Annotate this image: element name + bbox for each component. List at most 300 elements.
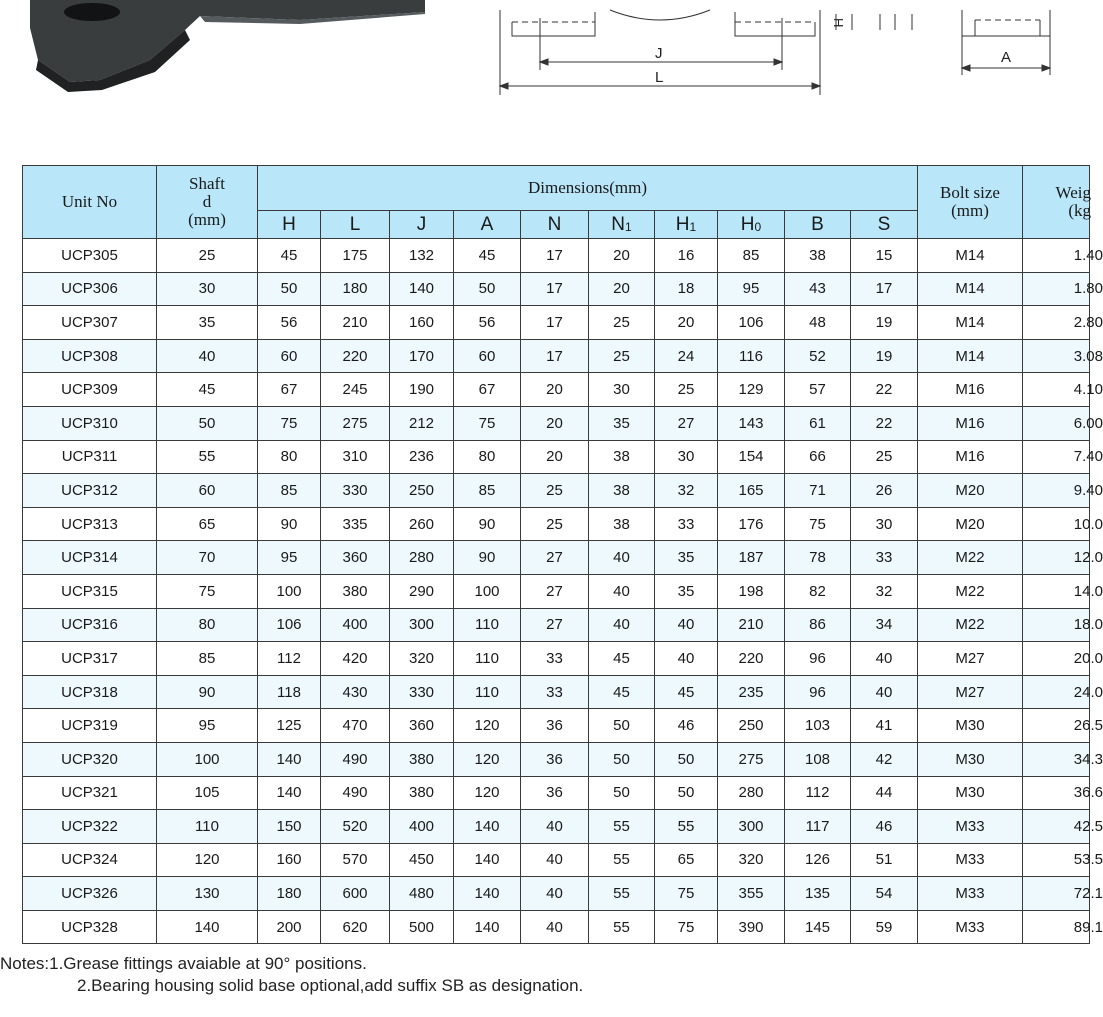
cell-h0: 355	[718, 877, 785, 911]
table-row	[23, 776, 1090, 810]
cell-l: 220	[321, 339, 390, 373]
cell-n: 27	[521, 608, 589, 642]
cell-h1: 35	[655, 541, 718, 575]
table-row	[23, 339, 1090, 373]
cell-l: 380	[321, 574, 390, 608]
cell-n: 36	[521, 742, 589, 776]
cell-h0: 116	[718, 339, 785, 373]
technical-drawing	[0, 0, 1097, 110]
cell-s: 22	[851, 373, 918, 407]
cell-b: 108	[785, 742, 851, 776]
header-dim-s: S	[851, 211, 918, 239]
cell-h: 150	[258, 810, 321, 844]
cell-l: 210	[321, 306, 390, 340]
cell-shaft-d: 120	[157, 843, 258, 877]
cell-weight: 89.1	[1023, 910, 1090, 944]
cell-h1: 55	[655, 810, 718, 844]
cell-a: 60	[454, 339, 521, 373]
cell-n: 25	[521, 507, 589, 541]
cell-l: 490	[321, 742, 390, 776]
cell-bolt-size: M20	[918, 507, 1023, 541]
bearing-housing-photo	[30, 0, 425, 92]
cell-a: 100	[454, 574, 521, 608]
cell-l: 175	[321, 239, 390, 273]
cell-n: 27	[521, 574, 589, 608]
cell-l: 420	[321, 642, 390, 676]
cell-h1: 65	[655, 843, 718, 877]
cell-a: 110	[454, 608, 521, 642]
cell-h1: 75	[655, 877, 718, 911]
cell-h1: 27	[655, 406, 718, 440]
cell-a: 120	[454, 776, 521, 810]
cell-h: 180	[258, 877, 321, 911]
cell-s: 42	[851, 742, 918, 776]
cell-l: 520	[321, 810, 390, 844]
cell-h1: 18	[655, 272, 718, 306]
cell-shaft-d: 95	[157, 709, 258, 743]
cell-n1: 20	[589, 272, 655, 306]
cell-h1: 40	[655, 642, 718, 676]
cell-s: 15	[851, 239, 918, 273]
cell-n: 36	[521, 776, 589, 810]
cell-j: 236	[390, 440, 454, 474]
cell-s: 59	[851, 910, 918, 944]
header-dim-l: L	[321, 211, 390, 239]
cell-j: 280	[390, 541, 454, 575]
cell-b: 135	[785, 877, 851, 911]
cell-b: 48	[785, 306, 851, 340]
cell-h0: 250	[718, 709, 785, 743]
cell-h: 90	[258, 507, 321, 541]
cell-bolt-size: M30	[918, 709, 1023, 743]
cell-n1: 50	[589, 709, 655, 743]
cell-b: 71	[785, 474, 851, 508]
table-row	[23, 474, 1090, 508]
cell-weight: 24.0	[1023, 675, 1090, 709]
table-row	[23, 642, 1090, 676]
cell-unit-no: UCP328	[23, 910, 157, 944]
cell-n1: 38	[589, 474, 655, 508]
cell-b: 117	[785, 810, 851, 844]
cell-n1: 40	[589, 608, 655, 642]
cell-n: 40	[521, 910, 589, 944]
cell-n1: 50	[589, 742, 655, 776]
table-row	[23, 306, 1090, 340]
dimension-label-a: A	[1001, 49, 1012, 66]
cell-h0: 275	[718, 742, 785, 776]
header-shaft: Shaft d (mm)	[157, 166, 258, 239]
cell-j: 260	[390, 507, 454, 541]
cell-weight: 1.80	[1023, 272, 1090, 306]
table-row	[23, 843, 1090, 877]
cell-shaft-d: 40	[157, 339, 258, 373]
table-row	[23, 910, 1090, 944]
cell-weight: 7.40	[1023, 440, 1090, 474]
cell-a: 50	[454, 272, 521, 306]
cell-unit-no: UCP326	[23, 877, 157, 911]
cell-j: 400	[390, 810, 454, 844]
cell-s: 30	[851, 507, 918, 541]
cell-a: 90	[454, 507, 521, 541]
cell-h: 112	[258, 642, 321, 676]
cell-unit-no: UCP313	[23, 507, 157, 541]
cell-h1: 50	[655, 742, 718, 776]
cell-weight: 34.3	[1023, 742, 1090, 776]
cell-b: 86	[785, 608, 851, 642]
cell-l: 570	[321, 843, 390, 877]
cell-h: 50	[258, 272, 321, 306]
cell-n: 17	[521, 306, 589, 340]
cell-a: 85	[454, 474, 521, 508]
cell-a: 67	[454, 373, 521, 407]
cell-h1: 35	[655, 574, 718, 608]
cell-unit-no: UCP307	[23, 306, 157, 340]
cell-h1: 45	[655, 675, 718, 709]
cell-h: 125	[258, 709, 321, 743]
cell-shaft-d: 50	[157, 406, 258, 440]
cell-h: 160	[258, 843, 321, 877]
table-row	[23, 239, 1090, 273]
cell-unit-no: UCP318	[23, 675, 157, 709]
cell-s: 32	[851, 574, 918, 608]
cell-s: 44	[851, 776, 918, 810]
cell-bolt-size: M33	[918, 910, 1023, 944]
cell-j: 300	[390, 608, 454, 642]
cell-l: 600	[321, 877, 390, 911]
cell-h: 60	[258, 339, 321, 373]
cell-n: 20	[521, 440, 589, 474]
cell-shaft-d: 140	[157, 910, 258, 944]
cell-h0: 210	[718, 608, 785, 642]
cell-a: 110	[454, 642, 521, 676]
header-bolt-size: Bolt size (mm)	[918, 166, 1023, 239]
cell-j: 290	[390, 574, 454, 608]
table-row	[23, 574, 1090, 608]
cell-shaft-d: 25	[157, 239, 258, 273]
cell-n1: 25	[589, 339, 655, 373]
cell-shaft-d: 45	[157, 373, 258, 407]
table-row	[23, 877, 1090, 911]
cell-l: 490	[321, 776, 390, 810]
cell-unit-no: UCP315	[23, 574, 157, 608]
cell-n: 20	[521, 373, 589, 407]
cell-h1: 46	[655, 709, 718, 743]
cell-unit-no: UCP311	[23, 440, 157, 474]
cell-a: 120	[454, 742, 521, 776]
cell-shaft-d: 70	[157, 541, 258, 575]
cell-n: 40	[521, 843, 589, 877]
cell-n: 17	[521, 339, 589, 373]
cell-n: 25	[521, 474, 589, 508]
cell-h0: 320	[718, 843, 785, 877]
cell-a: 110	[454, 675, 521, 709]
table-row	[23, 541, 1090, 575]
cell-n: 27	[521, 541, 589, 575]
cell-weight: 12.0	[1023, 541, 1090, 575]
cell-h0: 300	[718, 810, 785, 844]
cell-j: 170	[390, 339, 454, 373]
cell-h0: 198	[718, 574, 785, 608]
cell-s: 19	[851, 339, 918, 373]
header-dim-b: B	[785, 211, 851, 239]
front-view-drawing	[500, 10, 912, 95]
cell-s: 40	[851, 675, 918, 709]
cell-h: 95	[258, 541, 321, 575]
table-row	[23, 810, 1090, 844]
cell-unit-no: UCP309	[23, 373, 157, 407]
cell-s: 51	[851, 843, 918, 877]
cell-h1: 25	[655, 373, 718, 407]
table-row	[23, 440, 1090, 474]
cell-unit-no: UCP310	[23, 406, 157, 440]
cell-bolt-size: M30	[918, 742, 1023, 776]
header-unit-no: Unit No	[23, 166, 157, 239]
dimension-label-j: J	[655, 45, 663, 62]
cell-b: 66	[785, 440, 851, 474]
cell-b: 96	[785, 642, 851, 676]
cell-n1: 20	[589, 239, 655, 273]
table-row	[23, 272, 1090, 306]
cell-a: 140	[454, 843, 521, 877]
cell-b: 126	[785, 843, 851, 877]
cell-weight: 42.5	[1023, 810, 1090, 844]
cell-h0: 176	[718, 507, 785, 541]
cell-s: 46	[851, 810, 918, 844]
cell-weight: 36.6	[1023, 776, 1090, 810]
cell-j: 500	[390, 910, 454, 944]
cell-bolt-size: M14	[918, 272, 1023, 306]
cell-n1: 55	[589, 910, 655, 944]
cell-shaft-d: 80	[157, 608, 258, 642]
cell-j: 212	[390, 406, 454, 440]
cell-h: 85	[258, 474, 321, 508]
cell-bolt-size: M14	[918, 239, 1023, 273]
cell-h1: 33	[655, 507, 718, 541]
cell-n: 33	[521, 642, 589, 676]
cell-n1: 25	[589, 306, 655, 340]
cell-bolt-size: M16	[918, 440, 1023, 474]
cell-n: 17	[521, 239, 589, 273]
cell-b: 43	[785, 272, 851, 306]
table-row	[23, 373, 1090, 407]
cell-shaft-d: 90	[157, 675, 258, 709]
cell-h: 100	[258, 574, 321, 608]
cell-a: 56	[454, 306, 521, 340]
cell-weight: 9.40	[1023, 474, 1090, 508]
cell-b: 38	[785, 239, 851, 273]
cell-weight: 1.40	[1023, 239, 1090, 273]
cell-j: 140	[390, 272, 454, 306]
cell-j: 380	[390, 742, 454, 776]
cell-n1: 55	[589, 843, 655, 877]
cell-weight: 26.5	[1023, 709, 1090, 743]
cell-b: 112	[785, 776, 851, 810]
cell-weight: 10.0	[1023, 507, 1090, 541]
cell-n1: 45	[589, 642, 655, 676]
cell-h: 56	[258, 306, 321, 340]
cell-a: 140	[454, 877, 521, 911]
cell-weight: 20.0	[1023, 642, 1090, 676]
cell-h1: 32	[655, 474, 718, 508]
cell-unit-no: UCP324	[23, 843, 157, 877]
cell-j: 320	[390, 642, 454, 676]
cell-unit-no: UCP317	[23, 642, 157, 676]
cell-weight: 6.00	[1023, 406, 1090, 440]
header-weight: Weig (kg	[1023, 166, 1090, 239]
cell-b: 145	[785, 910, 851, 944]
cell-h0: 143	[718, 406, 785, 440]
cell-s: 22	[851, 406, 918, 440]
cell-l: 335	[321, 507, 390, 541]
cell-h0: 129	[718, 373, 785, 407]
cell-s: 26	[851, 474, 918, 508]
cell-h0: 106	[718, 306, 785, 340]
cell-bolt-size: M16	[918, 373, 1023, 407]
header-dim-a: A	[454, 211, 521, 239]
cell-unit-no: UCP312	[23, 474, 157, 508]
cell-h1: 30	[655, 440, 718, 474]
cell-bolt-size: M22	[918, 608, 1023, 642]
cell-l: 245	[321, 373, 390, 407]
header-dim-h0: $H_0$	[718, 211, 785, 239]
table-row	[23, 608, 1090, 642]
dimension-label-h: H	[831, 18, 846, 28]
cell-b: 82	[785, 574, 851, 608]
cell-shaft-d: 60	[157, 474, 258, 508]
cell-n1: 40	[589, 541, 655, 575]
cell-shaft-d: 30	[157, 272, 258, 306]
cell-b: 61	[785, 406, 851, 440]
cell-unit-no: UCP322	[23, 810, 157, 844]
cell-l: 310	[321, 440, 390, 474]
header-dim-n: N	[521, 211, 589, 239]
cell-h: 45	[258, 239, 321, 273]
cell-unit-no: UCP305	[23, 239, 157, 273]
cell-h0: 154	[718, 440, 785, 474]
cell-h: 80	[258, 440, 321, 474]
table-row	[23, 507, 1090, 541]
cell-n1: 55	[589, 810, 655, 844]
cell-s: 41	[851, 709, 918, 743]
cell-j: 250	[390, 474, 454, 508]
cell-a: 140	[454, 910, 521, 944]
cell-h0: 85	[718, 239, 785, 273]
cell-l: 330	[321, 474, 390, 508]
cell-h: 118	[258, 675, 321, 709]
cell-weight: 4.10	[1023, 373, 1090, 407]
cell-n: 33	[521, 675, 589, 709]
cell-n: 36	[521, 709, 589, 743]
cell-b: 75	[785, 507, 851, 541]
cell-s: 40	[851, 642, 918, 676]
dimensions-table	[22, 165, 1103, 944]
cell-j: 132	[390, 239, 454, 273]
cell-shaft-d: 35	[157, 306, 258, 340]
dimension-label-l: L	[655, 69, 664, 86]
cell-n1: 45	[589, 675, 655, 709]
cell-n1: 50	[589, 776, 655, 810]
cell-a: 90	[454, 541, 521, 575]
notes	[0, 953, 583, 997]
cell-s: 19	[851, 306, 918, 340]
cell-unit-no: UCP321	[23, 776, 157, 810]
cell-l: 180	[321, 272, 390, 306]
cell-h0: 187	[718, 541, 785, 575]
cell-bolt-size: M22	[918, 541, 1023, 575]
cell-bolt-size: M33	[918, 877, 1023, 911]
cell-l: 620	[321, 910, 390, 944]
cell-h1: 24	[655, 339, 718, 373]
cell-n1: 38	[589, 507, 655, 541]
cell-h: 140	[258, 776, 321, 810]
cell-shaft-d: 105	[157, 776, 258, 810]
cell-n1: 35	[589, 406, 655, 440]
cell-n1: 55	[589, 877, 655, 911]
cell-unit-no: UCP308	[23, 339, 157, 373]
cell-unit-no: UCP320	[23, 742, 157, 776]
cell-j: 330	[390, 675, 454, 709]
cell-a: 75	[454, 406, 521, 440]
cell-h0: 95	[718, 272, 785, 306]
cell-unit-no: UCP316	[23, 608, 157, 642]
header-dim-h: H	[258, 211, 321, 239]
header-dim-n1: $N_1$	[589, 211, 655, 239]
cell-h0: 220	[718, 642, 785, 676]
cell-a: 120	[454, 709, 521, 743]
cell-bolt-size: M27	[918, 642, 1023, 676]
cell-n: 17	[521, 272, 589, 306]
cell-l: 430	[321, 675, 390, 709]
cell-a: 45	[454, 239, 521, 273]
cell-bolt-size: M27	[918, 675, 1023, 709]
cell-unit-no: UCP319	[23, 709, 157, 743]
cell-bolt-size: M14	[918, 339, 1023, 373]
cell-h: 67	[258, 373, 321, 407]
cell-b: 103	[785, 709, 851, 743]
note-line-2: 2.Bearing housing solid base optional,add suffix SB as designation.	[77, 976, 584, 995]
cell-j: 360	[390, 709, 454, 743]
cell-weight: 72.1	[1023, 877, 1090, 911]
cell-h: 106	[258, 608, 321, 642]
cell-shaft-d: 100	[157, 742, 258, 776]
cell-h0: 165	[718, 474, 785, 508]
cell-b: 78	[785, 541, 851, 575]
cell-h1: 40	[655, 608, 718, 642]
cell-bolt-size: M33	[918, 810, 1023, 844]
cell-weight: 14.0	[1023, 574, 1090, 608]
cell-h0: 390	[718, 910, 785, 944]
cell-s: 54	[851, 877, 918, 911]
cell-a: 80	[454, 440, 521, 474]
cell-n: 20	[521, 406, 589, 440]
cell-shaft-d: 130	[157, 877, 258, 911]
cell-weight: 3.08	[1023, 339, 1090, 373]
cell-h: 140	[258, 742, 321, 776]
cell-s: 17	[851, 272, 918, 306]
cell-weight: 2.80	[1023, 306, 1090, 340]
cell-h0: 235	[718, 675, 785, 709]
cell-h1: 50	[655, 776, 718, 810]
cell-bolt-size: M14	[918, 306, 1023, 340]
cell-bolt-size: M22	[918, 574, 1023, 608]
cell-l: 275	[321, 406, 390, 440]
cell-h0: 280	[718, 776, 785, 810]
cell-h1: 16	[655, 239, 718, 273]
cell-j: 380	[390, 776, 454, 810]
header-dim-h1: $H_1$	[655, 211, 718, 239]
cell-j: 160	[390, 306, 454, 340]
cell-n1: 40	[589, 574, 655, 608]
